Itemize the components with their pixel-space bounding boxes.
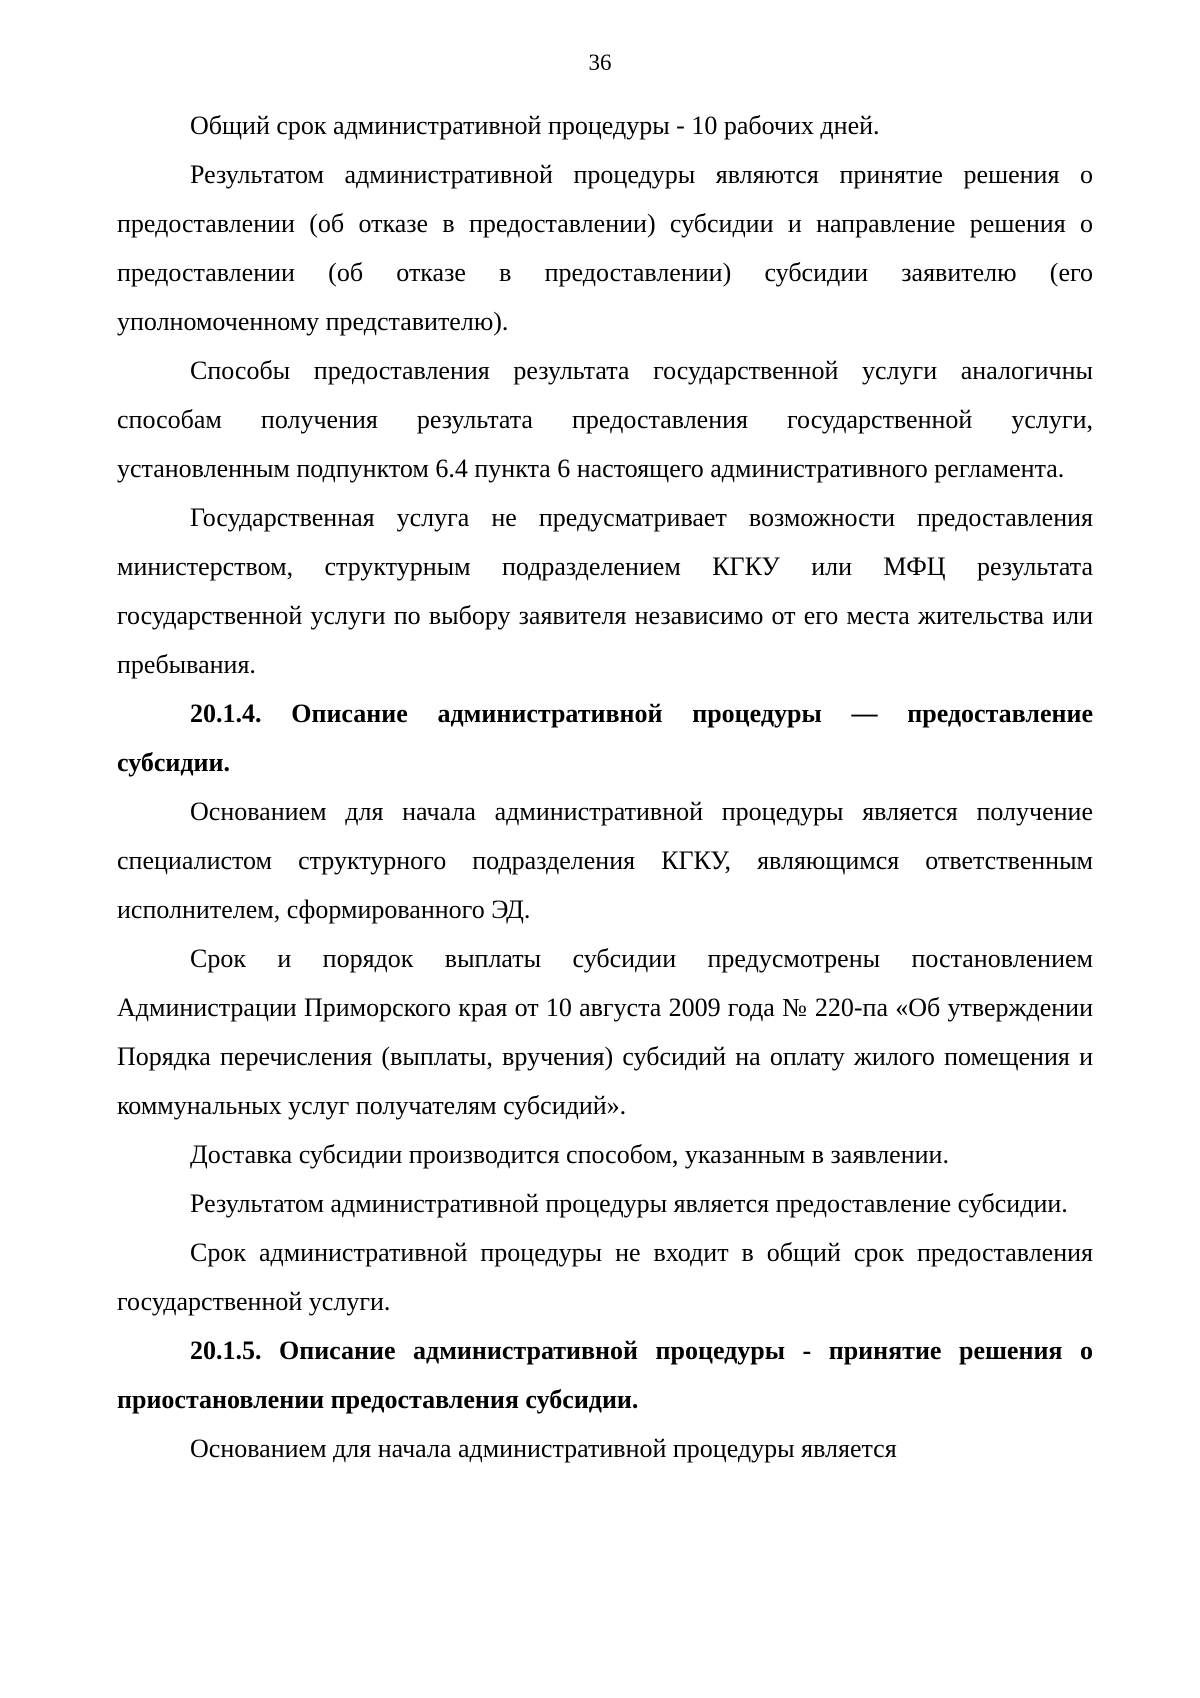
paragraph-total-duration: Общий срок административной процедуры - 10 рабочих дней. <box>190 111 880 140</box>
paragraph-extraterritorial-note: Государственная услуга не предусматривает возможности предоставления министерством, структурным подразделением КГКУ или МФЦ результата государственной услуги по выбору заявителя независимо от его места жительства или пребывания. <box>117 503 1093 679</box>
section-heading-20-1-4: 20.1.4. Описание административной процедуры — предоставление субсидии. <box>117 699 1093 777</box>
document-body <box>117 101 1093 1473</box>
page-number: 36 <box>588 50 612 75</box>
paragraph-procedure-result-subsidy: Результатом административной процедуры является предоставление субсидии. <box>190 1189 1068 1218</box>
paragraph-payment-terms: Срок и порядок выплаты субсидии предусмотрены постановлением Администрации Приморского края от 10 августа 2009 года № 220-па «Об утверждении Порядка перечисления (выплаты, вручения) субсидий на оплату жилого помещения и коммунальных услуг получателям субсидий». <box>117 944 1093 1120</box>
paragraph-suspension-basis: Основанием для начала административной процедуры является <box>190 1434 897 1463</box>
section-heading-20-1-5: 20.1.5. Описание административной процедуры - принятие решения о приостановлении предоставления субсидии. <box>117 1336 1093 1414</box>
paragraph-procedure-duration: Срок административной процедуры не входит в общий срок предоставления государственной услуги. <box>117 1238 1093 1316</box>
paragraph-procedure-result: Результатом административной процедуры являются принятие решения о предоставлении (об отказе в предоставлении) субсидии и направление решения о предоставлении (об отказе в предоставлении) субсидии заявителю (его уполномоченному представителю). <box>117 160 1093 336</box>
paragraph-subsidy-delivery: Доставка субсидии производится способом, указанным в заявлении. <box>190 1140 949 1169</box>
paragraph-procedure-basis: Основанием для начала административной процедуры является получение специалистом структурного подразделения КГКУ, являющимся ответственным исполнителем, сформированного ЭД. <box>117 797 1093 924</box>
paragraph-result-delivery-methods: Способы предоставления результата государственной услуги аналогичны способам получения результата предоставления государственной услуги, установленным подпунктом 6.4 пункта 6 настоящего административного регламента. <box>117 356 1093 483</box>
